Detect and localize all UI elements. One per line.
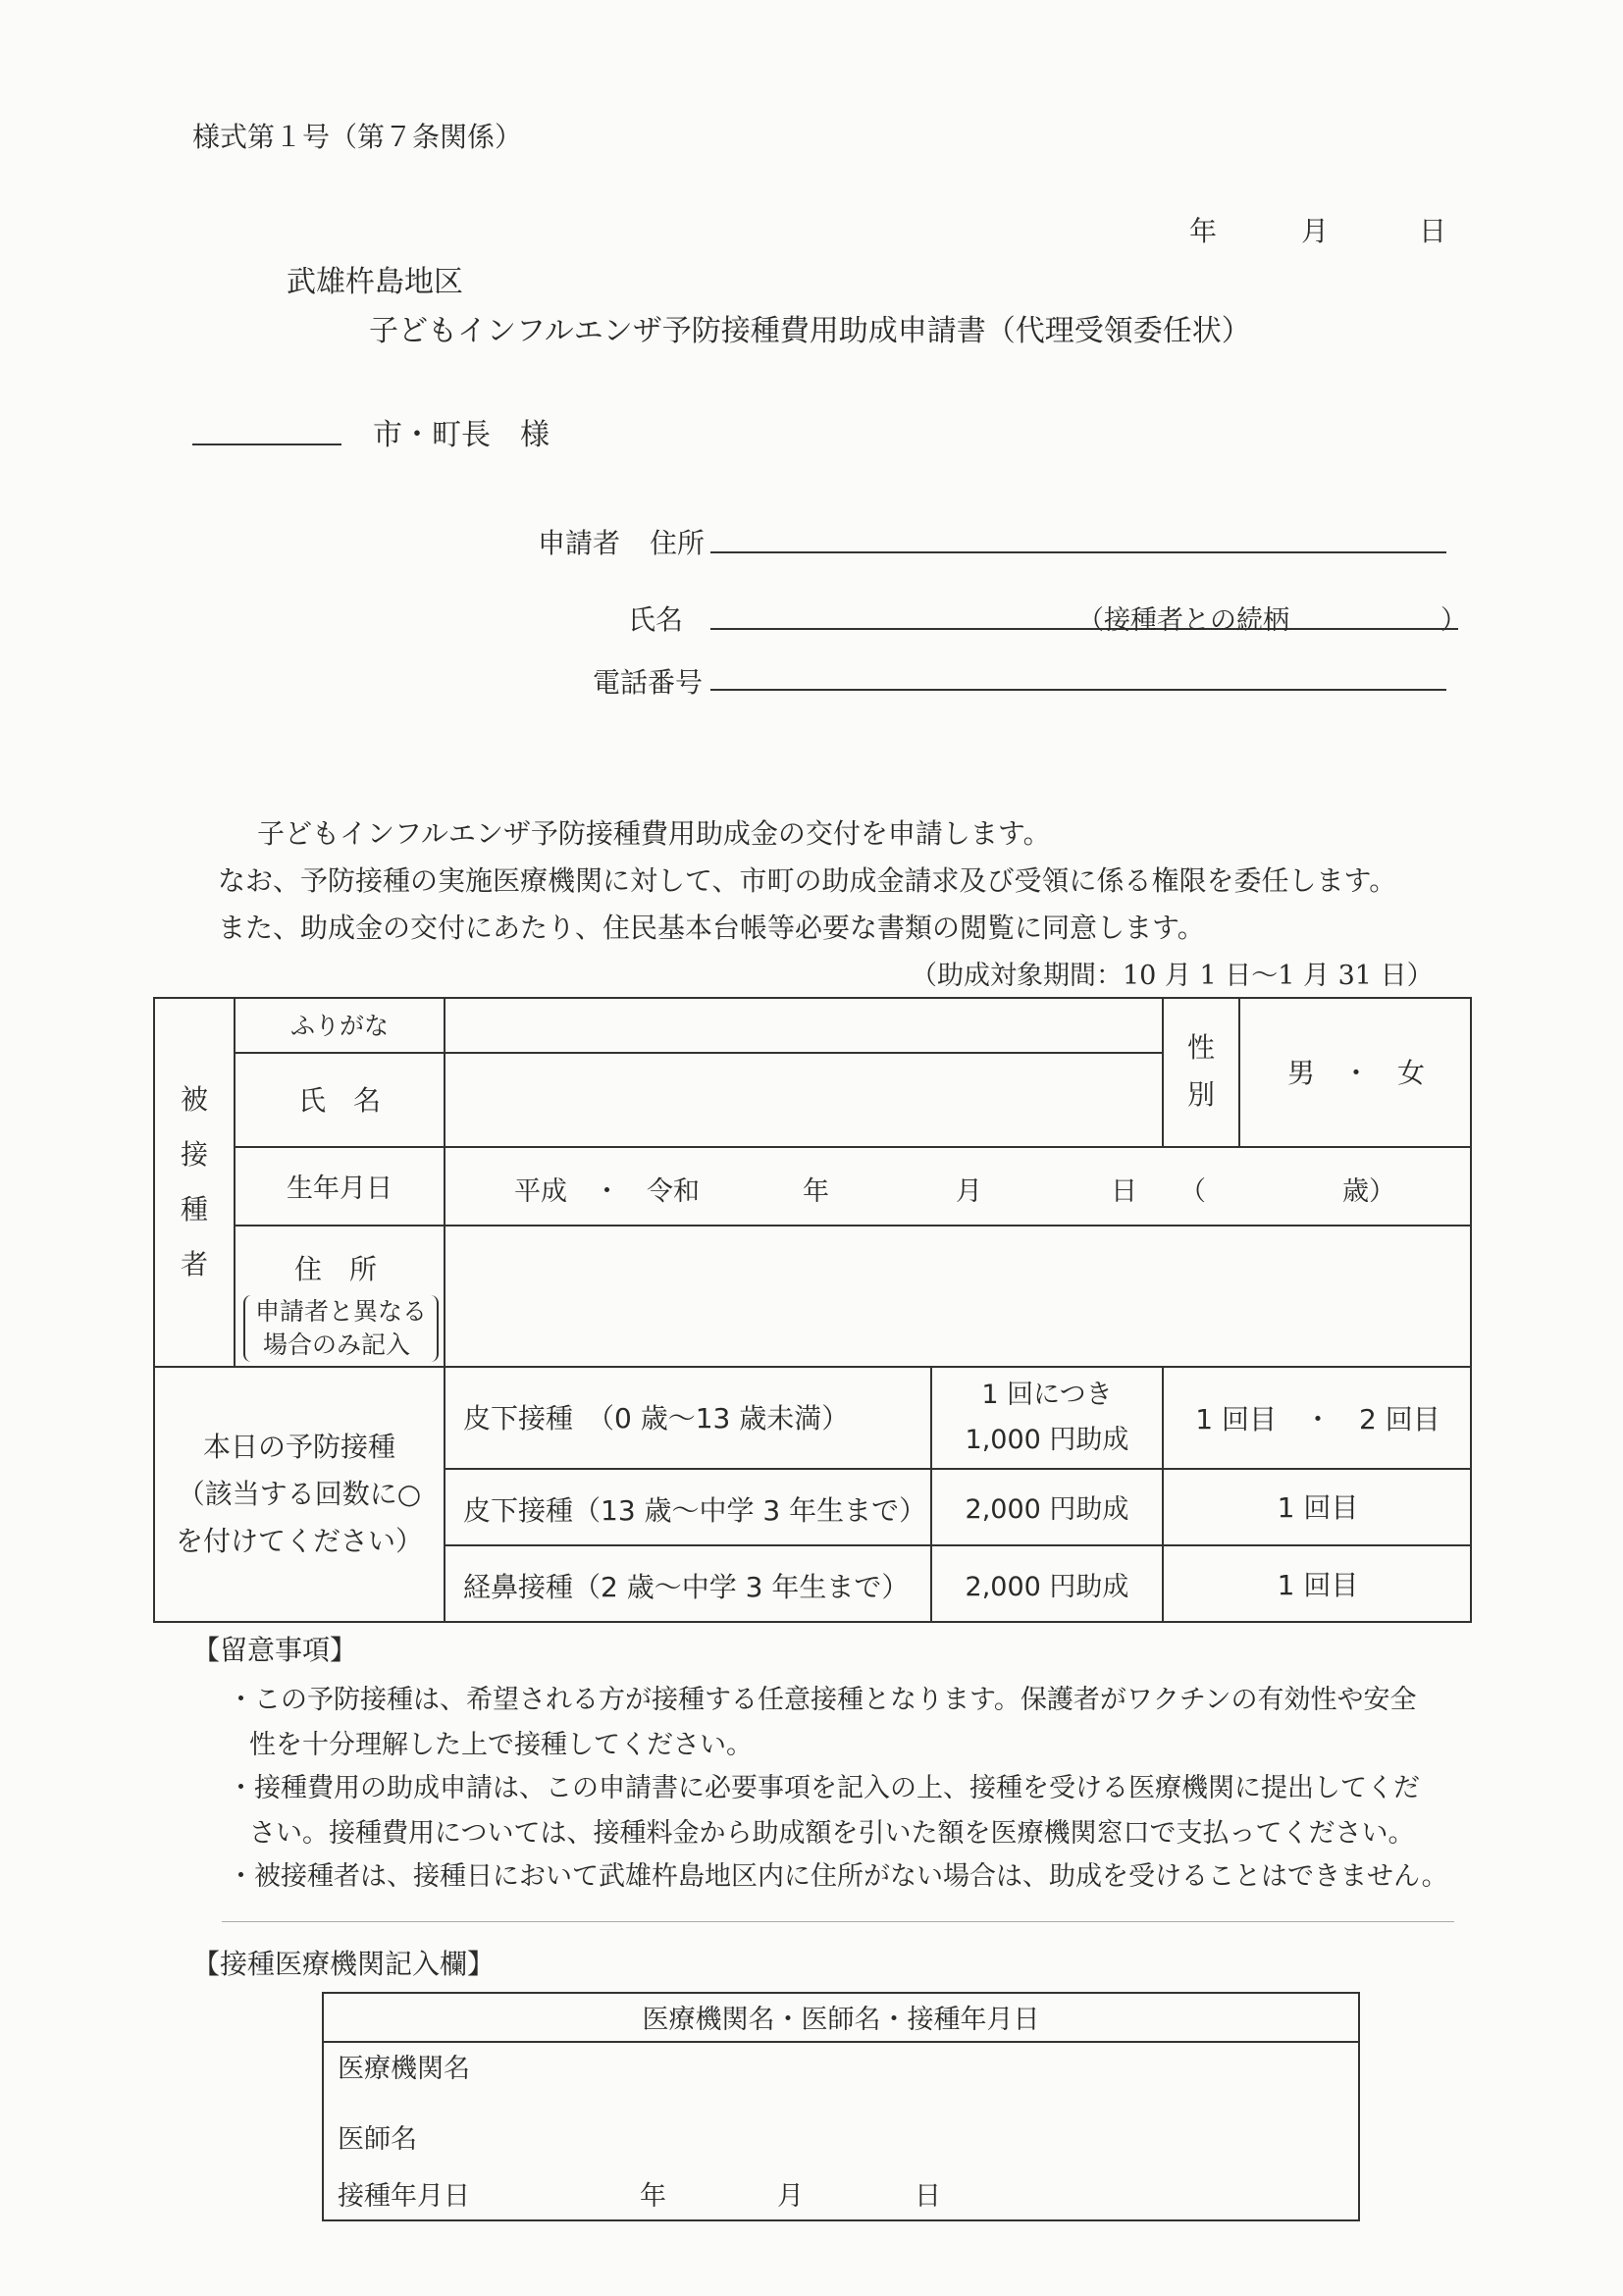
furigana-label: ふりがな (289, 1012, 389, 1040)
institution-field[interactable] (491, 2045, 1344, 2084)
applicant-phone-label: 電話番号 (593, 666, 704, 699)
vaccination-date-label: 接種年月日 (338, 2181, 470, 2212)
note-item-2: ・接種費用の助成申請は、この申請書に必要事項を記入の上、接種を受ける医療機関に提出してくだ さい。接種費用については、接種料金から助成額を引いた額を医療機関窓口で支払ってください。 (228, 1773, 1420, 1849)
vaccine-type-1: 皮下接種 （0 歳～13 歳未満） (463, 1402, 850, 1435)
subsidy-amount-1: 1 回につき 1,000 円助成 (965, 1380, 1129, 1455)
notes-heading: 【留意事項】 (192, 1634, 358, 1666)
date-day-label: 日 (1419, 215, 1447, 247)
applicant-name-label: 氏名 (628, 603, 684, 636)
recipient-address-field[interactable] (445, 1226, 1470, 1366)
vaccination-month-label: 月 (777, 2181, 804, 2212)
birthdate-month-label: 月 (956, 1176, 982, 1207)
applicant-address-field[interactable] (710, 551, 1446, 553)
form-number: 様式第１号（第７条関係） (192, 121, 523, 153)
vaccine-type-2: 皮下接種（13 歳～中学 3 年生まで） (463, 1494, 927, 1527)
age-open: （ (1179, 1176, 1206, 1207)
note-item-3: ・被接種者は、接種日において武雄杵島地区内に住所がない場合は、助成を受けることはできません。 (228, 1861, 1448, 1892)
addressee: 市・町長 様 (373, 418, 550, 452)
date-month-label: 月 (1301, 215, 1330, 247)
sex-label: 性 別 (1186, 1031, 1215, 1111)
page-title: 子どもインフルエンザ予防接種費用助成申請書（代理受領委任状） (369, 314, 1251, 348)
municipality-blank[interactable] (192, 444, 341, 445)
recipient-side-label: 被 接 種 者 (180, 1083, 208, 1280)
birthdate-day-label: 日 (1111, 1176, 1137, 1207)
relation-close: ） (1440, 605, 1467, 636)
subsidy-period: （助成対象期間：10 月 1 日～1 月 31 日） (911, 961, 1434, 991)
vaccine-type-3: 経鼻接種（2 歳～中学 3 年生まで） (463, 1571, 910, 1603)
vaccination-day-label: 日 (915, 2181, 941, 2212)
dose-options-3[interactable]: 1 回目 (1277, 1569, 1359, 1601)
date-year-label: 年 (1189, 215, 1218, 247)
dose-options-1[interactable]: 1 回目 ・ 2 回目 (1195, 1403, 1440, 1435)
recipient-address-label: 住 所 (294, 1253, 378, 1285)
birthdate-era[interactable]: 平成 ・ 令和 (514, 1176, 700, 1207)
vaccination-year-label: 年 (640, 2181, 666, 2212)
clinic-box-title: 医療機関名・医師名・接種年月日 (642, 2004, 1040, 2035)
institution-label: 医療機関名 (338, 2054, 470, 2084)
section-divider (222, 1921, 1454, 1922)
birthdate-label: 生年月日 (287, 1173, 393, 1204)
recipient-address-note: 申請者と異なる 場合のみ記入 (243, 1295, 439, 1362)
applicant-phone-field[interactable] (710, 689, 1446, 691)
subsidy-amount-3: 2,000 円助成 (965, 1571, 1129, 1602)
furigana-field[interactable] (445, 999, 1160, 1050)
relation-label: （接種者との続柄 (1077, 605, 1289, 636)
birthdate-year-label: 年 (803, 1176, 829, 1207)
applicant-label: 申請者 (538, 527, 621, 559)
note-item-1: ・この予防接種は、希望される方が接種する任意接種となります。保護者がワクチンの有効性や安全 性を十分理解した上で接種してください。 (228, 1685, 1417, 1760)
clinic-section-heading: 【接種医療機関記入欄】 (192, 1948, 496, 1980)
doctor-label: 医師名 (338, 2124, 417, 2155)
vaccination-row-label: 本日の予防接種 （該当する回数に○ を付けてください） (175, 1431, 423, 1557)
applicant-address-label: 住所 (650, 527, 706, 559)
declaration-line-2: なお、予防接種の実施医療機関に対して、市町の助成金請求及び受領に係る権限を委任します。 (218, 864, 1397, 897)
sex-options[interactable]: 男 ・ 女 (1286, 1057, 1425, 1089)
subsidy-amount-2: 2,000 円助成 (965, 1493, 1129, 1525)
recipient-name-label: 氏 名 (297, 1084, 381, 1117)
declaration-line-3: また、助成金の交付にあたり、住民基本台帳等必要な書類の閲覧に同意します。 (218, 912, 1205, 944)
doctor-field[interactable] (432, 2115, 1344, 2155)
recipient-name-field[interactable] (445, 1054, 1160, 1144)
age-label: 歳） (1342, 1176, 1395, 1207)
dose-options-2[interactable]: 1 回目 (1277, 1491, 1359, 1524)
district-name: 武雄杵島地区 (287, 265, 463, 299)
declaration-line-1: 子どもインフルエンザ予防接種費用助成金の交付を申請します。 (257, 817, 1051, 850)
